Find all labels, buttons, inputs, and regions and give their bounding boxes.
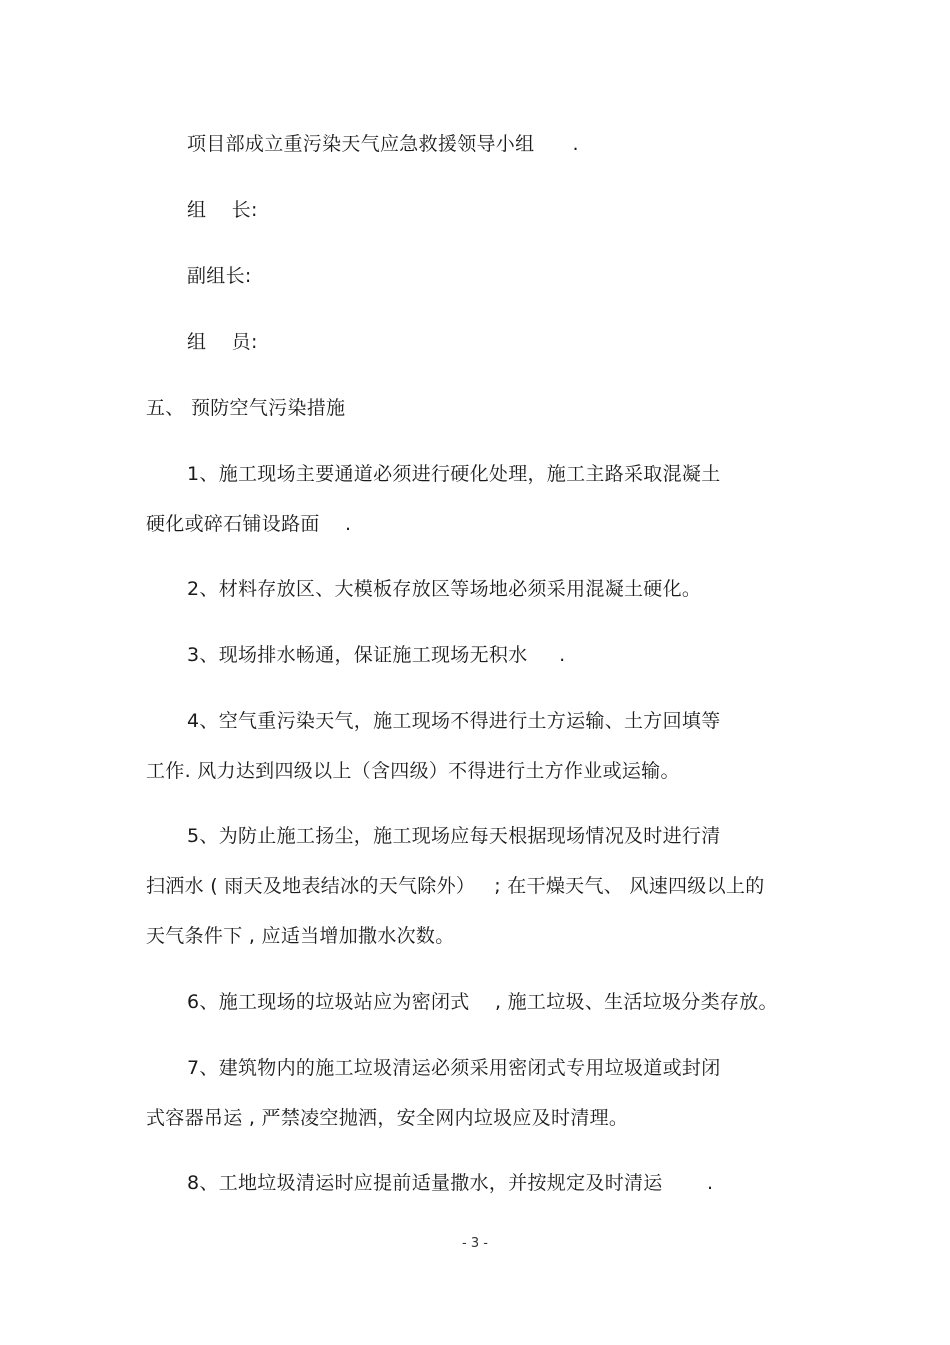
item-4-line-2: 工作. 风力达到四级以上（含四级）不得进行土方作业或运输。 (146, 760, 680, 782)
item-5-line-2: 扫洒水 ( 雨天及地表结冰的天气除外） ; 在干燥天气、 风速四级以上的 (146, 875, 765, 897)
item-8-line-1: 8、工地垃圾清运时应提前适量撒水，并按规定及时清运 . (187, 1172, 714, 1194)
item-5-line-1: 5、为防止施工扬尘，施工现场应每天根据现场情况及时进行清 (187, 825, 721, 847)
item-2-line-1: 2、材料存放区、大模板存放区等场地必须采用混凝土硬化。 (187, 578, 702, 600)
section-heading: 五、 预防空气污染措施 (146, 397, 346, 419)
group-members-line: 组 员: (187, 331, 258, 353)
item-7-line-1: 7、建筑物内的施工垃圾清运必须采用密闭式专用垃圾道或封闭 (187, 1057, 721, 1079)
page-number: - 3 - (462, 1236, 488, 1251)
item-4-line-1: 4、空气重污染天气，施工现场不得进行土方运输、土方回填等 (187, 710, 721, 732)
item-3-line-1: 3、现场排水畅通，保证施工现场无积水 . (187, 644, 566, 666)
deputy-leader-line: 副组长: (187, 265, 252, 287)
item-5-line-3: 天气条件下 , 应适当增加撒水次数。 (146, 925, 455, 947)
item-1-line-2: 硬化或碎石铺设路面 . (146, 513, 352, 535)
group-leader-line: 组 长: (187, 199, 258, 221)
leadership-group-line: 项目部成立重污染天气应急救援领导小组 . (187, 133, 579, 155)
item-7-line-2: 式容器吊运 , 严禁凌空抛洒，安全网内垃圾应及时清理。 (146, 1107, 629, 1129)
item-1-line-1: 1、施工现场主要通道必须进行硬化处理，施工主路采取混凝土 (187, 463, 721, 485)
item-6-line-1: 6、施工现场的垃圾站应为密闭式 , 施工垃圾、生活垃圾分类存放。 (187, 991, 778, 1013)
